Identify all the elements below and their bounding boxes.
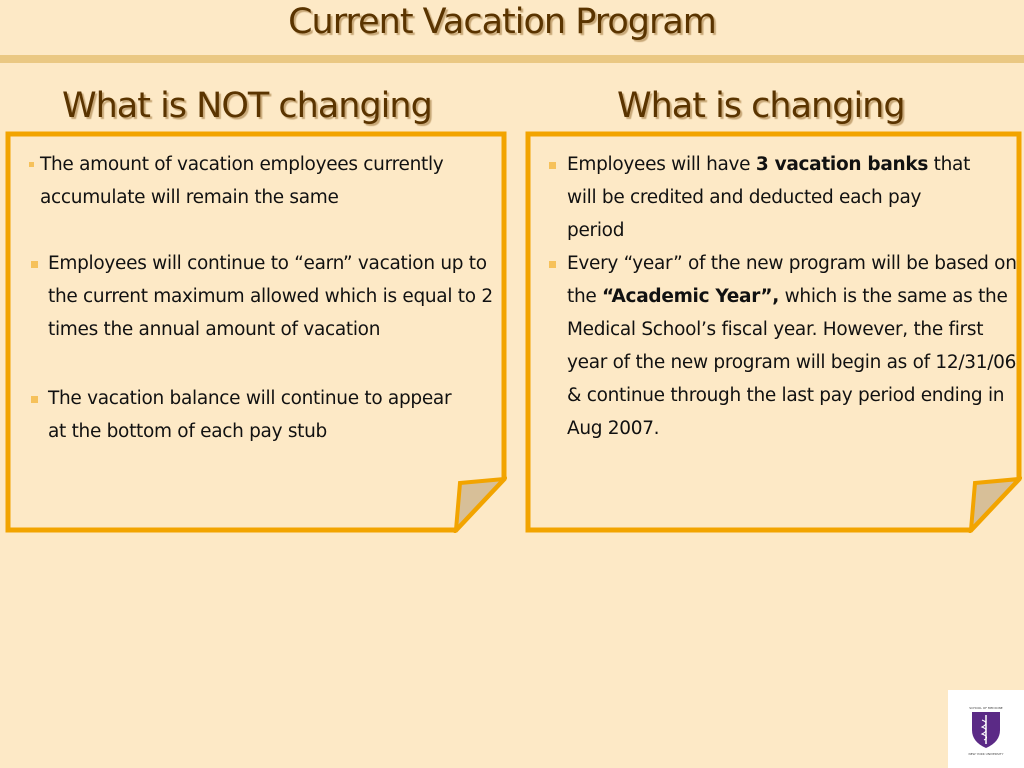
bullet-icon <box>31 261 38 268</box>
nyu-school-of-medicine-logo: SCHOOL OF MEDICINE NEW YORK UNIVERSITY <box>948 690 1024 768</box>
left-bullet-3: The vacation balance will continue to appear at the bottom of each pay stub <box>25 382 505 448</box>
left-column-heading: What is NOT changing <box>62 86 432 126</box>
left-bullet-list <box>25 148 505 448</box>
right-bullet-1: Employees will have 3 vacation banks that will be credited and deducted each pay period <box>547 148 977 247</box>
right-panel <box>525 131 1022 533</box>
slide-title: Current Vacation Program <box>288 2 716 42</box>
left-bullet-2: Employees will continue to “earn” vacation up to the current maximum allowed which is equal to 2 times the annual amount of vacation <box>25 247 505 346</box>
left-bullet-1: The amount of vacation employees currently accumulate will remain the same <box>25 148 505 214</box>
left-panel <box>5 131 507 533</box>
right-bullet-list <box>547 148 1017 445</box>
right-bullet-2: Every “year” of the new program will be based on the “Academic Year”, which is the same as the Medical School’s fiscal year. However, the first year of the new program will begin as of 12/31/06 & continue through the last pay period ending in Aug 2007. <box>547 247 1017 445</box>
bullet-icon <box>31 396 38 403</box>
left-page-curl <box>456 479 504 530</box>
right-column-heading: What is changing <box>617 86 905 126</box>
title-divider <box>0 55 1024 63</box>
caduceus-shield-icon <box>948 690 1024 768</box>
bullet-icon <box>29 162 34 167</box>
bullet-icon <box>549 162 556 169</box>
bullet-icon <box>549 261 556 268</box>
right-page-curl <box>971 479 1019 530</box>
